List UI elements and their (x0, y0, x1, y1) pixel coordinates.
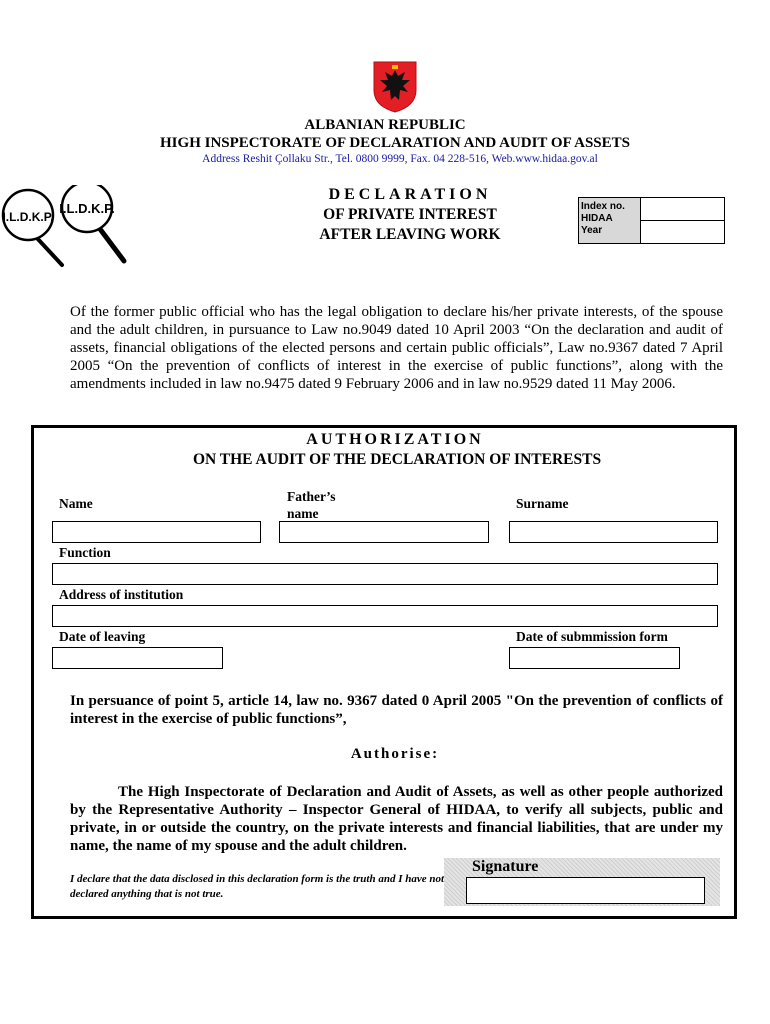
index-label: Index no. (581, 201, 625, 212)
logo-text-left: I.L.D.K.P. (2, 210, 54, 224)
authorization-body: The High Inspectorate of Declaration and Audit of Assets, as well as other people authorized by the Representative Authority – Inspector General of HIDAA, to verify all subjects, public and private, in or outside the country, on the private interests and financial liabilities, that are under my name, the name of my spouse and the adult children. (70, 784, 723, 854)
logo-text-right: I.L.D.K.P. (59, 201, 115, 216)
year-field[interactable] (641, 221, 724, 243)
date-leaving-field[interactable] (52, 647, 223, 669)
truth-declaration-note: I declare that the data disclosed in this declaration form is the truth and I have not declared anything that is not true. (70, 873, 445, 900)
title-declaration: DECLARATION (328, 186, 492, 203)
albanian-emblem-icon (372, 60, 418, 114)
index-box (578, 197, 725, 244)
fathers-name-label: Father’s name (287, 489, 336, 521)
authorization-title: AUTHORIZATION (306, 431, 484, 448)
title-private-interest: OF PRIVATE INTEREST (323, 206, 497, 223)
header-institution: HIGH INSPECTORATE OF DECLARATION AND AUDIT OF ASSETS (160, 135, 630, 151)
function-field[interactable] (52, 563, 718, 585)
index-values[interactable] (641, 198, 724, 243)
title-after-leaving: AFTER LEAVING WORK (319, 226, 501, 243)
intro-paragraph: Of the former public official who has the legal obligation to declare his/her private interests, of the spouse and the adult children, in pursuance to Law no.9049 dated 10 April 2003 “On the declaration and audit of assets, financial obligations of the elected persons and certain public officials”, Law no.9367 dated 7 April 2005 “On the prevention of conflicts of interest in the exercise of public functions”, along with the amendments included in law no.9475 dated 9 February 2006 and in law no.9529 dated 11 May 2006. (70, 304, 723, 392)
header-address: Address Reshit Çollaku Str., Tel. 0800 9999, Fax. 04 228-516, Web.www.hidaa.gov.al (202, 153, 598, 165)
authorise-heading: Authorise: (350, 746, 440, 762)
surname-field[interactable] (509, 521, 718, 543)
fathers-name-field[interactable] (279, 521, 489, 543)
signature-field[interactable] (466, 877, 705, 904)
index-number-field[interactable] (641, 198, 724, 221)
date-submission-label: Date of submmission form (516, 629, 668, 644)
name-field[interactable] (52, 521, 261, 543)
surname-label: Surname (516, 496, 569, 511)
name-label: Name (59, 496, 93, 511)
authorization-subtitle: ON THE AUDIT OF THE DECLARATION OF INTERESTS (192, 451, 602, 468)
signature-label: Signature (472, 858, 539, 875)
date-submission-field[interactable] (509, 647, 680, 669)
address-field[interactable] (52, 605, 718, 627)
ildkp-logo (0, 185, 135, 270)
header-republic: ALBANIAN REPUBLIC (304, 117, 466, 133)
index-labels (579, 198, 641, 243)
date-leaving-label: Date of leaving (59, 629, 146, 644)
address-label: Address of institution (59, 587, 184, 602)
persuance-paragraph: In persuance of point 5, article 14, law no. 9367 dated 0 April 2005 "On the prevention of conflicts of interest in the exercise of public functions”, (70, 693, 723, 727)
function-label: Function (59, 545, 111, 560)
year-label: Year (581, 225, 603, 236)
hidaa-label: HIDAA (581, 213, 613, 224)
